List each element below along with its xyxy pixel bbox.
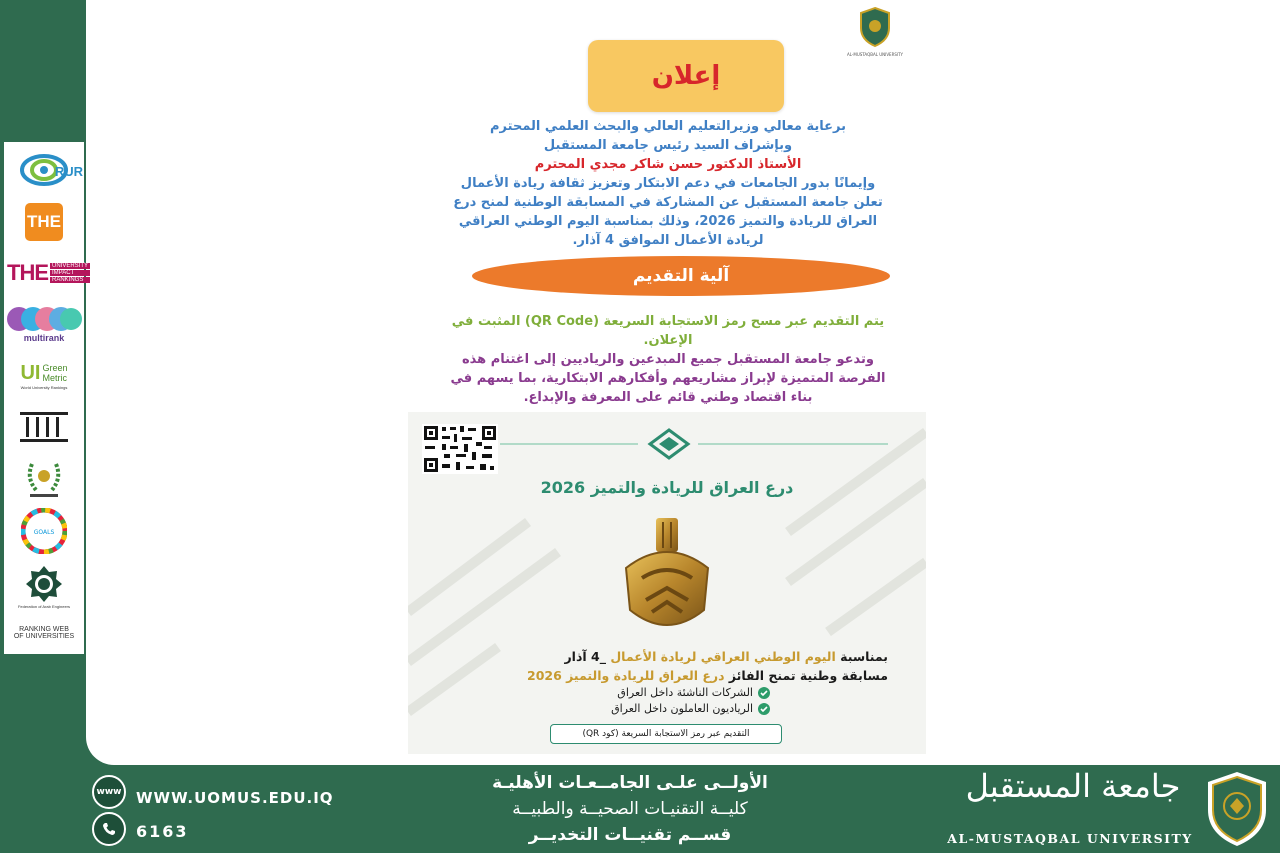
ranking-logos-panel [4, 142, 89, 654]
footer-bar [0, 765, 1280, 853]
announcement-title-box [588, 40, 784, 112]
poster-line-1-prefix: بمناسبة [840, 649, 888, 664]
multirank-circles-icon [5, 305, 83, 333]
university-name-en: AL-MUSTAQBAL UNIVERSITY [947, 831, 1193, 846]
universities-line: OF UNIVERSITIES [13, 633, 75, 641]
multirank-label: multirank [23, 333, 65, 344]
poster-line-1-highlight: اليوم الوطني العراقي لريادة الأعمال [610, 649, 836, 664]
footer-slogan-3: قســم تقنيــات التخديــر [528, 825, 732, 845]
footer-slogan-1: الأولــى علـى الجامــعـات الأهليـة [492, 773, 768, 793]
patronage-line-2: وبإشراف السيد رئيس جامعة المستقبل [543, 138, 793, 153]
wreath-logo-icon [24, 456, 64, 500]
invitation-line-3: بناء اقتصاد وطني قائم على المعرفة والإبداع. [523, 390, 813, 405]
arab-engineers-icon [24, 564, 64, 604]
belief-line-2: تعلن جامعة المستقبل عن المشاركة في المسابقة الوطنية لمنح درع [453, 195, 883, 210]
greenmetric-sub: World University Rankings [20, 384, 68, 390]
qr-note: التقديم عبر رمز الاستجابة السريعة (كود QR) [582, 729, 750, 739]
arab-engineers-logo [7, 561, 81, 613]
greenmetric-logo [7, 353, 81, 397]
sdg-logo [7, 508, 81, 554]
impact-line-2: IMPACT [50, 270, 90, 276]
rur-logo [7, 148, 81, 192]
mechanism-pill [472, 256, 890, 296]
metric-label: Metric [42, 373, 67, 384]
webometrics-logo [7, 619, 81, 647]
announcement-document [408, 0, 926, 765]
poster-line-2-prefix: مسابقة وطنية تمنح الفائز [728, 668, 888, 683]
bank-logo [7, 405, 81, 449]
arab-engineers-caption: Federation of Arab Engineers [17, 603, 71, 609]
award-poster [408, 412, 926, 754]
multirank-logo [7, 302, 81, 346]
wreath-org-logo [7, 456, 81, 500]
svg-text:GOALS: GOALS [33, 528, 55, 536]
check-item-1 [617, 686, 770, 699]
impact-line-3: RANKINGS [50, 277, 90, 283]
green-label: Green [42, 363, 68, 374]
announcement-title: إعلان [651, 61, 721, 91]
belief-line-3: العراق للريادة والتميز 2026، وذلك بمناسبة اليوم الوطني العراقي [458, 214, 878, 229]
poster-title: درع العراق للريادة والتميز 2026 [540, 478, 794, 497]
www-icon-label: www [96, 787, 122, 797]
president-name: الأستاذ الدكتور حسن شاكر مجدي المحترم [534, 157, 802, 172]
qr-note-box [550, 724, 782, 744]
rur-label: RUR [54, 164, 83, 179]
check-item-2-label: الرياديون العاملون داخل العراق [611, 702, 753, 715]
phone-icon[interactable] [92, 812, 126, 846]
shield-crest-icon [858, 6, 892, 48]
poster-line-1 [564, 649, 888, 664]
the-impact-logo [7, 251, 89, 295]
patronage-line-1: برعاية معالي وزيرالتعليم العالي والبحث العلمي المحترم [490, 119, 846, 134]
top-crest [840, 6, 910, 66]
check-item-1-label: الشركات الناشئة داخل العراق [617, 686, 753, 699]
qr-instruction-line-1: يتم التقديم عبر مسح رمز الاستجابة السريعة (QR Code) المثبت في [451, 314, 885, 329]
check-icon [758, 703, 770, 715]
qr-instruction-line-2: الإعلان. [643, 333, 693, 348]
top-crest-caption: AL-MUSTAQBAL UNIVERSITY [847, 52, 903, 57]
phone-number: 6163 [136, 822, 189, 841]
check-item-2 [611, 702, 770, 715]
invitation-line-2: الفرصة المتميزة لإبراز مشاريعهم وأفكارهم الابتكارية، بما يسهم في [450, 371, 886, 386]
ranking-web-line: RANKING WEB [19, 626, 69, 634]
mechanism-title: آلية التقديم [632, 266, 730, 286]
qr-code-icon [422, 424, 498, 474]
poster-emblem-icon [646, 428, 692, 460]
university-crest-icon [1204, 770, 1270, 848]
website-link[interactable]: WWW.UOMUS.EDU.IQ [136, 789, 334, 807]
check-icon [758, 687, 770, 699]
poster-line-2 [527, 668, 888, 683]
impact-line-1: UNIVERSITY [52, 262, 89, 269]
phone-glyph [101, 821, 117, 837]
poster-line-2-highlight: درع العراق للريادة والتميز 2026 [527, 668, 725, 683]
poster-line-1-suffix: _4 آذار [564, 649, 606, 664]
invitation-line-1: وتدعو جامعة المستقبل جميع المبدعين والرياديين إلى اغتنام هذه [462, 352, 874, 367]
belief-line-4: لريادة الأعمال الموافق 4 آذار. [572, 233, 764, 248]
www-icon[interactable] [92, 775, 126, 809]
university-name-ar: جامعة المستقبل [965, 767, 1181, 805]
sdg-wheel-icon [21, 508, 67, 554]
award-shield-icon [612, 516, 722, 642]
ui-letters: UI [20, 361, 41, 384]
the-label: THE [27, 211, 61, 231]
belief-line-1: وإيمانًا بدور الجامعات في دعم الابتكار وتعزيز ثقافة ريادة الأعمال [460, 176, 876, 191]
bank-icon [16, 409, 72, 445]
the-impact-the: THE [7, 259, 48, 285]
the-logo [7, 199, 81, 243]
footer-slogan-2: كليــة التقنيـات الصحيــة والطبيــة [512, 799, 748, 819]
